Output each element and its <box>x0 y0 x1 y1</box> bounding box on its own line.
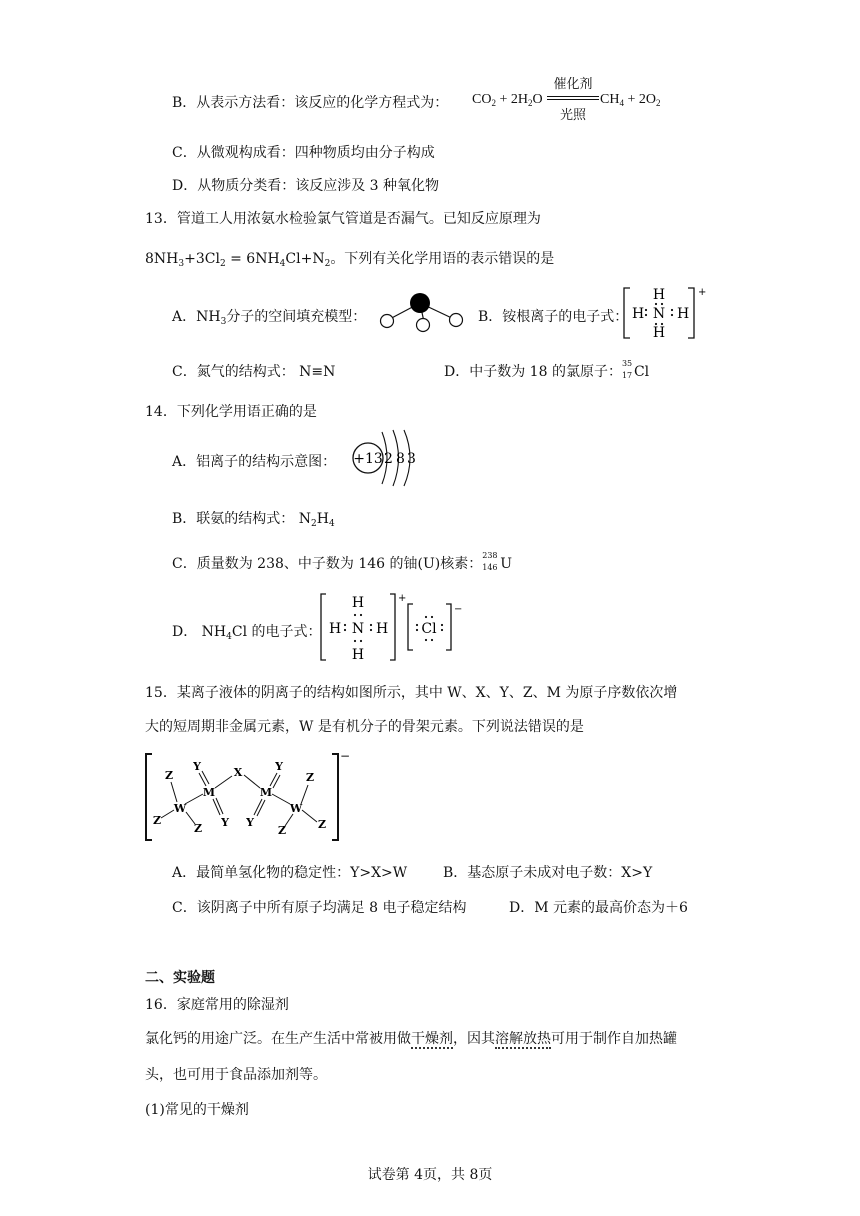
q13-option-b: B．铵根离子的电子式： <box>478 309 629 325</box>
q12-option-b: B．从表示方法看：该反应的化学方程式为： <box>172 95 449 111</box>
svg-text:−: − <box>340 749 350 763</box>
q13-option-d: D．中子数为 18 的氯原子： 35 17 Cl <box>444 359 650 380</box>
svg-text:H: H <box>376 621 389 637</box>
q15-stem-1: 15．某离子液体的阴离子的结构如图所示，其中 W、X、Y、Z、M 为原子序数依次增 <box>145 685 678 701</box>
shell-1: 2 <box>384 451 393 467</box>
n-center: N <box>652 306 666 322</box>
svg-text:M: M <box>202 786 216 799</box>
q15-stem-2: 大的短周期非金属元素，W 是有机分子的骨架元素。下列说法错误的是 <box>145 719 584 735</box>
q13-stem-2: $8NH_3+3Cl_2 = 6NH_4Cl+N_2$。下列有关化学用语的表示错误的是 <box>145 251 555 269</box>
svg-text:H: H <box>351 647 365 663</box>
ammonium-electron-formula <box>622 284 706 342</box>
h-bottom: H <box>652 325 666 341</box>
equation-arrow <box>547 96 599 100</box>
equation-catalyst: 催化剂 <box>553 77 593 92</box>
q16-subquestion-1: (1)常见的干燥剂 <box>145 1102 249 1118</box>
q12-equation: $CO_2 + 2H_2O$ <box>472 92 543 108</box>
svg-text:Z: Z <box>164 769 174 782</box>
q14-option-b: B．联氨的结构式： $N_2H_4$ <box>172 511 335 529</box>
q13-option-c: C．氮气的结构式： N≡N <box>172 364 336 380</box>
aluminum-ion-structure-diagram <box>348 428 428 488</box>
svg-text:W: W <box>289 802 303 815</box>
q15-option-d: D．M 元素的最高价态为＋6 <box>509 900 688 916</box>
svg-text:H: H <box>351 595 365 611</box>
q13-option-a: A．$NH_3$分子的空间填充模型： <box>172 309 367 327</box>
q14-stem: 14．下列化学用语正确的是 <box>145 404 317 420</box>
q15-option-b: B．基态原子未成对电子数：X>Y <box>443 865 653 881</box>
q12-equation-rhs: $CH_4 + 2O_2$ <box>600 92 661 108</box>
anion-structure-diagram <box>140 748 350 844</box>
page-footer: 试卷第 4页，共 8页 <box>367 1167 493 1183</box>
q16-paragraph-2: 头，也可用于食品添加剂等。 <box>145 1067 327 1083</box>
q14-option-c: C．质量数为 238、中子数为 146 的铀(U)核素： 238 146 U <box>172 551 513 572</box>
q16-title: 16．家庭常用的除湿剂 <box>145 997 289 1013</box>
q14-option-d: D． $NH_4Cl$ 的电子式： <box>172 624 322 642</box>
svg-text:N: N <box>351 621 365 637</box>
q12-option-c: C．从微观构成看：四种物质均由分子构成 <box>172 145 435 161</box>
h-top: H <box>652 287 666 303</box>
charge-plus: + <box>698 287 706 298</box>
equation-condition: 光照 <box>559 108 586 123</box>
svg-text:W: W <box>173 802 187 815</box>
q15-option-a: A．最简单氢化物的稳定性：Y>X>W <box>172 865 408 881</box>
nucleus-charge: +13 <box>353 451 383 467</box>
nh3-space-filling-model <box>374 288 468 334</box>
svg-text:Z: Z <box>152 814 162 827</box>
q16-paragraph-1: 氯化钙的用途广泛。在生产生活中常被用做干燥剂，因其溶解放热可用于制作自加热罐 <box>145 1031 677 1047</box>
svg-text:Cl: Cl <box>421 621 437 637</box>
nh4cl-electron-formula <box>318 590 468 664</box>
h-right: H <box>677 306 690 322</box>
section-heading: 二、实验题 <box>145 970 215 986</box>
svg-text:Z: Z <box>277 824 287 837</box>
q15-option-c: C．该阴离子中所有原子均满足 8 电子稳定结构 <box>172 900 467 916</box>
svg-text:+: + <box>398 593 407 604</box>
svg-text:H: H <box>329 621 342 637</box>
q12-option-d: D．从物质分类看：该反应涉及 3 种氧化物 <box>172 178 440 194</box>
shell-2: 8 <box>396 451 405 467</box>
svg-text:Y: Y <box>193 760 201 773</box>
svg-text:Z: Z <box>193 822 203 835</box>
shell-3: 3 <box>407 451 416 467</box>
h-left: H <box>632 306 645 322</box>
svg-text:M: M <box>259 786 273 799</box>
svg-text:Y: Y <box>221 816 229 829</box>
svg-text:Y: Y <box>275 760 283 773</box>
q14-option-a: A．铝离子的结构示意图： <box>172 454 337 470</box>
svg-text:−: − <box>454 604 463 615</box>
svg-text:Z: Z <box>317 818 327 831</box>
q13-stem-1: 13．管道工人用浓氨水检验氯气管道是否漏气。已知反应原理为 <box>145 211 541 227</box>
svg-text:X: X <box>233 766 243 779</box>
svg-text:Y: Y <box>246 816 254 829</box>
svg-text:Z: Z <box>305 771 315 784</box>
